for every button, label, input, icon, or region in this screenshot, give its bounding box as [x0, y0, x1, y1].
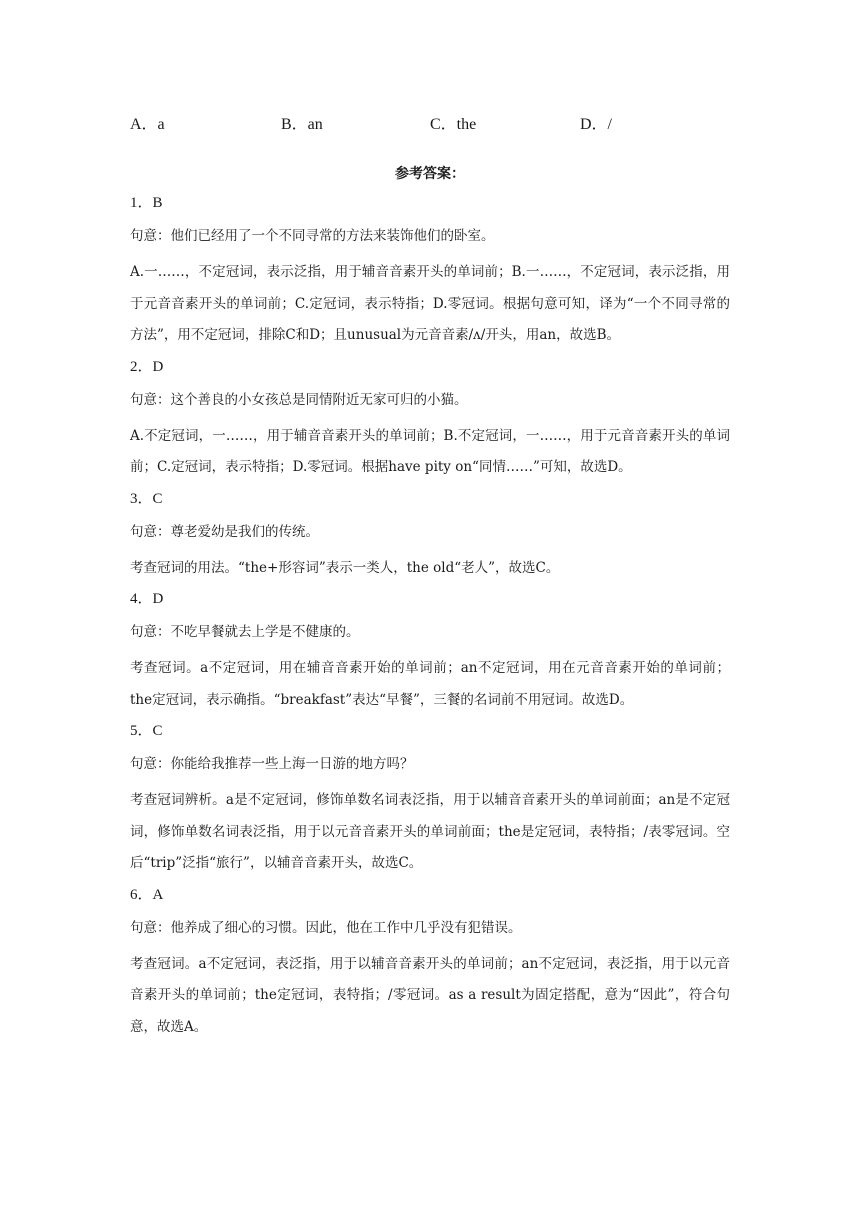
answer-explanation: 考查冠词辨析。a是不定冠词，修饰单数名词表泛指，用于以辅音音素开头的单词前面；an是不定冠词，修饰单数名词表泛指，用于以元音音素开头的单词前面；the是定冠词，表特指；/表零冠词。空后“trip”泛指“旅行”，以辅音音素开头，故选C。 [130, 792, 730, 871]
answer-explanation: A.一……，不定冠词，表示泛指，用于辅音音素开头的单词前；B.一……，不定冠词，表示泛指，用于元音音素开头的单词前；C.定冠词，表示特指；D.零冠词。根据句意可知，译为“一个不同寻常的方法”，用不定冠词，排除C和D；且unusual为元音音素/ʌ/开头，用an，故选B。 [130, 264, 730, 343]
answer-number: 5．C [130, 723, 163, 739]
sentence-meaning: 句意：他们已经用了一个不同寻常的方法来装饰他们的卧室。 [130, 228, 495, 244]
sentence-meaning: 句意：尊老爱幼是我们的传统。 [130, 523, 319, 540]
sentence-meaning: 句意：这个善良的小女孩总是同情附近无家可归的小猫。 [130, 391, 468, 408]
answer-key-list [130, 191, 730, 1046]
answer-explanation: 考查冠词。a不定冠词，用在辅音音素开始的单词前；an不定冠词，用在元音音素开始的单词前；the定冠词，表示确指。“breakfast”表达“早餐”，三餐的名词前不用冠词。故选D。 [130, 660, 730, 708]
option-b: B．an [281, 116, 323, 133]
answer-options [130, 111, 730, 133]
answer-number: 3．C [130, 490, 163, 507]
option-c: C．the [430, 116, 477, 133]
option-d: D．/ [580, 116, 613, 133]
answer-explanation: 考查冠词。a不定冠词，表泛指，用于以辅音音素开头的单词前；an不定冠词，表泛指，用于以元音音素开头的单词前；the定冠词，表特指；/零冠词。as a result为固定搭配，意为“因此”，符合句意，故选A。 [130, 955, 730, 1035]
sentence-meaning: 句意：不吃早餐就去上学是不健康的。 [130, 624, 360, 640]
answer-explanation: 考查冠词的用法。“the+形容词”表示一类人，the old“老人”，故选C。 [130, 559, 560, 576]
answer-number: 4．D [130, 591, 164, 607]
answer-explanation: A.不定冠词，一……，用于辅音音素开头的单词前；B.不定冠词，一……，用于元音音素开头的单词前；C.定冠词，表示特指；D.零冠词。根据have pity on“同情……”可知，故选D。 [130, 427, 730, 475]
answer-number: 6．A [130, 886, 164, 903]
sentence-meaning: 句意：他养成了细心的习惯。因此，他在工作中几乎没有犯错误。 [130, 919, 522, 936]
answer-number: 2．D [130, 358, 164, 375]
sentence-meaning: 句意：你能给我推荐一些上海一日游的地方吗？ [130, 756, 414, 772]
answer-number: 1．B [130, 195, 163, 211]
answer-key-title: 参考答案： [395, 166, 465, 182]
option-a: A．a [130, 116, 165, 133]
